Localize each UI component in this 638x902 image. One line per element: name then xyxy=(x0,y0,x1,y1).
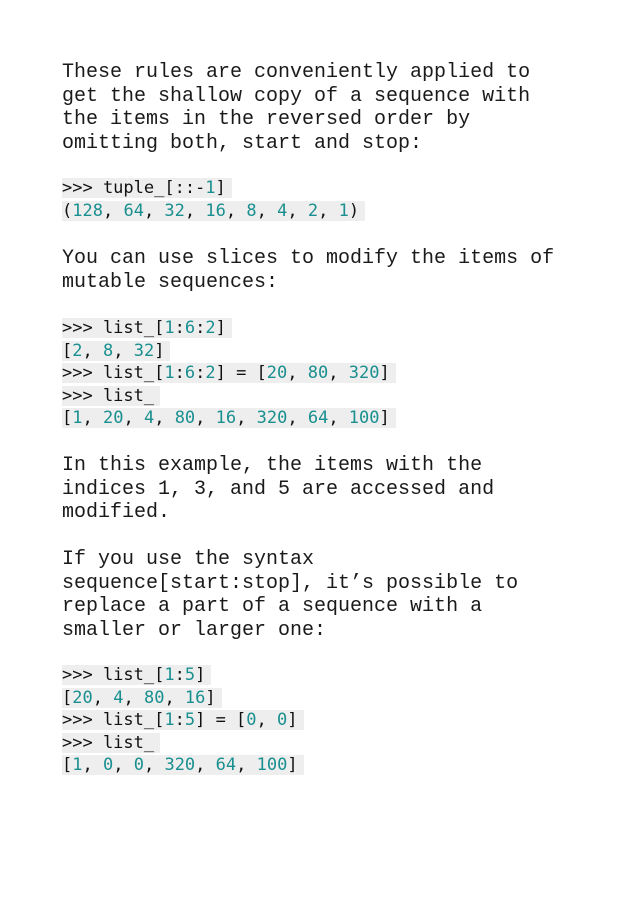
code-line xyxy=(62,385,396,408)
code-number: 2 xyxy=(205,318,216,338)
code-text: , xyxy=(287,363,308,383)
code-text: , xyxy=(102,200,124,221)
code-text: , xyxy=(256,200,278,221)
code-line xyxy=(62,362,396,385)
code-text: , xyxy=(92,687,114,708)
code-text: , xyxy=(113,340,134,361)
paragraph-line: You can use slices to modify the items of xyxy=(62,247,555,270)
code-text: ] = [ xyxy=(215,363,267,383)
code-text: : xyxy=(174,665,185,685)
code-text: ] xyxy=(287,755,298,775)
paragraph-reversed-copy xyxy=(62,61,530,155)
code-number: 16 xyxy=(215,408,237,428)
code-number: 1 xyxy=(164,665,175,685)
code-text: : xyxy=(195,363,206,383)
code-text: >>> list_[ xyxy=(62,363,165,383)
code-text: ( xyxy=(62,200,73,221)
code-line xyxy=(62,340,396,363)
code-line xyxy=(62,317,396,340)
code-text: ] xyxy=(154,340,165,361)
code-text: : xyxy=(174,318,185,338)
paragraph-line: get the shallow copy of a sequence with xyxy=(62,84,531,108)
code-line-text xyxy=(62,710,304,730)
code-text: ] = [ xyxy=(195,710,247,730)
code-text: >>> list_[ xyxy=(62,665,165,685)
paragraph-line: smaller or larger one: xyxy=(62,618,327,642)
code-text: ] xyxy=(215,178,226,198)
code-line xyxy=(62,200,365,223)
code-number: 0 xyxy=(133,755,144,775)
code-number: 5 xyxy=(184,710,196,730)
code-number: 16 xyxy=(205,200,226,221)
code-text: , xyxy=(123,687,144,708)
code-line-text xyxy=(62,665,211,685)
code-number: 64 xyxy=(123,200,144,221)
code-text: >>> list_[ xyxy=(62,318,165,338)
code-number: 80 xyxy=(174,408,196,428)
code-text: , xyxy=(256,710,278,730)
code-text: ] xyxy=(195,665,206,685)
code-block-tuple-reverse xyxy=(62,177,365,222)
code-number: 320 xyxy=(348,363,380,383)
code-line xyxy=(62,177,365,200)
paragraph-line: omitting both, start and stop: xyxy=(62,131,423,155)
code-number: 1 xyxy=(72,755,83,775)
code-line xyxy=(62,407,396,430)
code-text: , xyxy=(287,200,308,221)
code-number: 20 xyxy=(266,363,288,383)
code-number: 100 xyxy=(256,755,288,775)
paragraph-line: modified. xyxy=(62,501,171,524)
paragraph-line: In this example, the items with the xyxy=(62,454,483,477)
code-number: 32 xyxy=(164,200,185,221)
code-number: 4 xyxy=(143,408,155,428)
code-number: 1 xyxy=(72,408,83,428)
code-text: , xyxy=(318,200,339,221)
code-number: 1 xyxy=(164,363,175,383)
code-line-text xyxy=(62,178,232,198)
code-text: : xyxy=(174,363,185,383)
paragraph-replace-part xyxy=(62,548,518,642)
code-number: 20 xyxy=(102,408,124,428)
code-number: 1 xyxy=(205,178,216,198)
code-text: , xyxy=(164,687,185,708)
code-number: 1 xyxy=(164,318,175,338)
code-text: , xyxy=(236,755,257,775)
code-number: 1 xyxy=(164,710,175,730)
code-text: , xyxy=(184,200,206,221)
code-text: >>> list_ xyxy=(62,732,155,753)
code-text: ] xyxy=(215,318,226,338)
code-text: , xyxy=(195,755,216,775)
paragraph-line: sequence[start:stop], it’s possible to xyxy=(62,571,519,595)
code-text: , xyxy=(287,408,308,428)
paragraph-line: If you use the syntax xyxy=(62,548,315,571)
code-text: >>> tuple_[::- xyxy=(62,178,206,198)
code-line-text xyxy=(62,755,304,775)
paragraph-line: These rules are conveniently applied to xyxy=(62,61,531,84)
code-text: , xyxy=(328,408,349,428)
code-text: : xyxy=(195,318,206,338)
code-number: 0 xyxy=(277,710,288,730)
code-number: 2 xyxy=(205,363,216,383)
code-line-text xyxy=(62,201,365,221)
code-line xyxy=(62,732,304,755)
code-text: [ xyxy=(62,687,73,708)
code-text: ] xyxy=(379,408,390,428)
code-text: [ xyxy=(62,340,73,361)
code-block-list-slice-replace xyxy=(62,664,304,777)
code-text: , xyxy=(82,340,103,361)
code-text: , xyxy=(195,408,216,428)
code-text: : xyxy=(174,710,185,730)
code-number: 8 xyxy=(246,200,257,221)
code-number: 4 xyxy=(277,200,288,221)
code-text: ] xyxy=(205,687,216,708)
paragraph-line: mutable sequences: xyxy=(62,270,279,294)
code-line xyxy=(62,687,304,710)
code-line-text xyxy=(62,408,396,428)
code-text: , xyxy=(143,755,165,775)
code-line xyxy=(62,709,304,732)
code-number: 0 xyxy=(102,755,114,775)
code-number: 16 xyxy=(184,687,206,708)
code-text: , xyxy=(236,408,257,428)
code-text: , xyxy=(113,755,134,775)
code-line-text xyxy=(62,363,396,383)
code-number: 5 xyxy=(184,665,196,685)
code-number: 8 xyxy=(102,340,114,361)
paragraph-line: the items in the reversed order by xyxy=(62,108,471,131)
code-line-text xyxy=(62,733,160,753)
code-number: 32 xyxy=(133,340,155,361)
code-line xyxy=(62,754,304,777)
code-text: , xyxy=(154,408,175,428)
code-number: 2 xyxy=(72,340,83,361)
code-number: 6 xyxy=(184,318,196,338)
code-line-text xyxy=(62,386,160,406)
code-number: 20 xyxy=(72,687,93,708)
code-text: >>> list_[ xyxy=(62,710,165,730)
code-text: ] xyxy=(287,710,298,730)
code-block-list-slice-assign xyxy=(62,317,396,430)
code-line xyxy=(62,664,304,687)
code-number: 320 xyxy=(164,755,196,775)
code-number: 320 xyxy=(256,408,288,428)
code-text: , xyxy=(225,200,247,221)
code-text: , xyxy=(328,363,349,383)
code-text: ] xyxy=(379,363,390,383)
code-text: , xyxy=(82,755,103,775)
code-text: >>> list_ xyxy=(62,385,155,406)
code-line-text xyxy=(62,318,232,338)
code-number: 80 xyxy=(307,363,329,383)
code-text: , xyxy=(82,408,103,428)
code-number: 6 xyxy=(184,363,196,383)
code-number: 2 xyxy=(307,200,319,221)
paragraph-line: indices 1, 3, and 5 are accessed and xyxy=(62,477,495,501)
paragraph-modify-mutable xyxy=(62,247,554,294)
code-text: , xyxy=(123,408,144,428)
code-text: ) xyxy=(348,200,360,221)
code-number: 0 xyxy=(246,710,257,730)
code-text: [ xyxy=(62,755,73,775)
code-number: 64 xyxy=(215,755,237,775)
code-number: 100 xyxy=(348,408,380,428)
code-number: 128 xyxy=(72,200,103,221)
code-number: 80 xyxy=(143,687,165,708)
paragraph-example-explanation xyxy=(62,454,494,525)
code-number: 64 xyxy=(307,408,329,428)
code-number: 1 xyxy=(338,200,349,221)
code-text: [ xyxy=(62,408,73,428)
paragraph-line: replace a part of a sequence with a xyxy=(62,595,483,618)
code-text: , xyxy=(143,200,165,221)
code-line-text xyxy=(62,688,222,708)
code-number: 4 xyxy=(113,687,124,708)
code-line-text xyxy=(62,341,170,361)
